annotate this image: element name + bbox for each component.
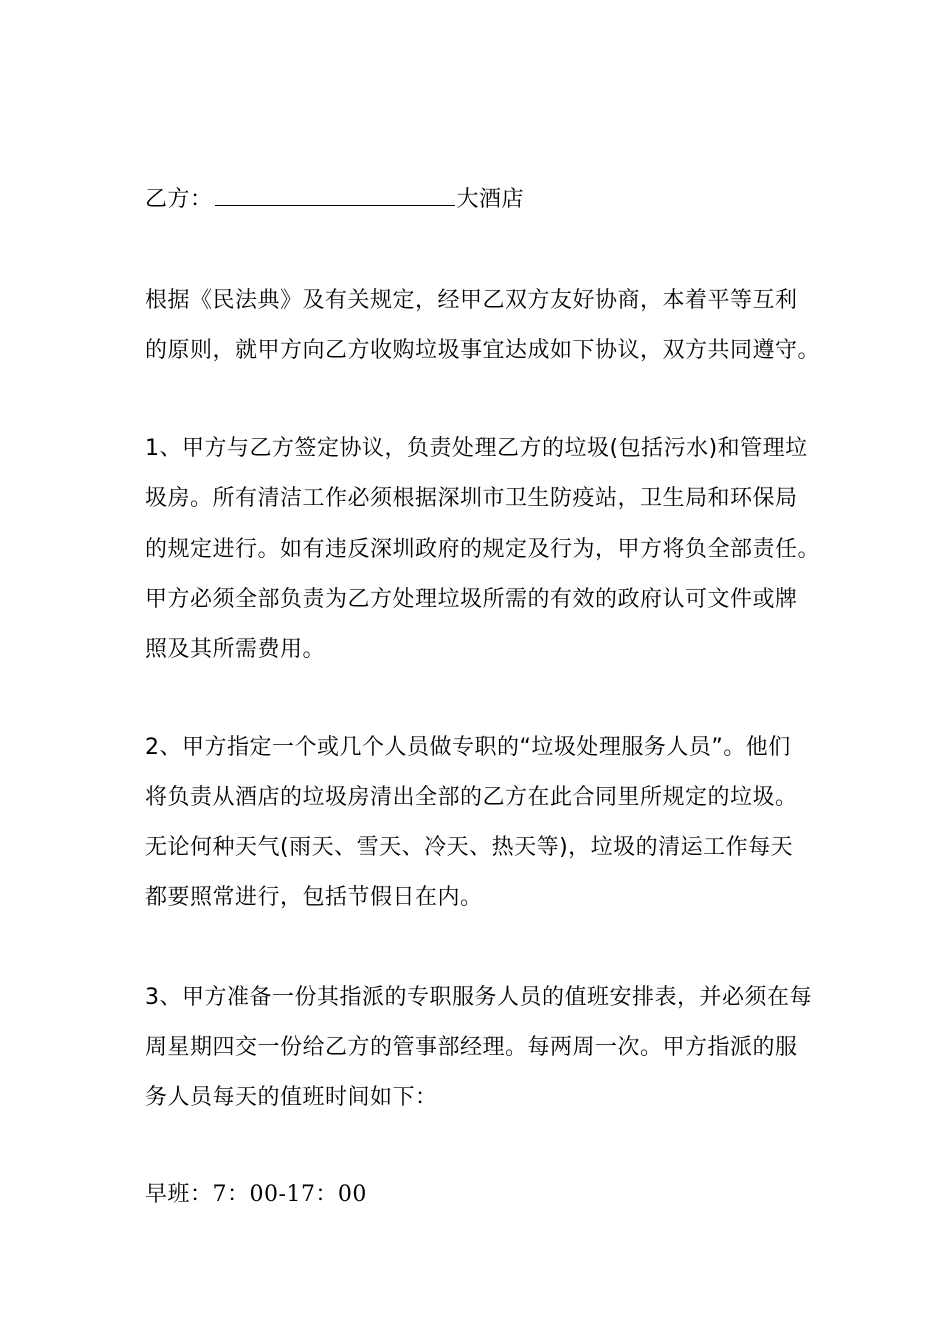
clause1-line-2: 圾房。所有清洁工作必须根据深圳市卫生防疫站，卫生局和环保局 — [145, 486, 798, 511]
clause3-line-3: 务人员每天的值班时间如下： — [145, 1085, 438, 1110]
clause1-line-5: 照及其所需费用。 — [145, 637, 326, 662]
clause3-line-1: 3、甲方准备一份其指派的专职服务人员的值班安排表，并必须在每 — [145, 985, 812, 1010]
intro-line-2: 的原则，就甲方向乙方收购垃圾事宜达成如下协议，双方共同遵守。 — [145, 338, 821, 363]
clause1-line-3: 的规定进行。如有违反深圳政府的规定及行为，甲方将负全部责任。 — [145, 537, 821, 562]
clause2-line-4: 都要照常进行，包括节假日在内。 — [145, 885, 483, 910]
shift-time: 7：00-17：00 — [212, 1182, 367, 1207]
clause3-line-2: 周星期四交一份给乙方的管事部经理。每两周一次。甲方指派的服 — [145, 1035, 798, 1060]
clause2-line-3: 无论何种天气(雨天、雪天、冷天、热天等)，垃圾的清运工作每天 — [145, 835, 794, 860]
party-b-prefix: 乙方： — [145, 187, 213, 212]
shift-line — [145, 1180, 367, 1210]
party-b-line — [145, 185, 524, 215]
shift-label: 早班： — [145, 1182, 213, 1207]
intro-line-1: 根据《民法典》及有关规定，经甲乙双方友好协商，本着平等互利 — [145, 288, 798, 313]
party-b-suffix: 大酒店 — [456, 187, 525, 212]
clause1-line-1: 1、甲方与乙方签定协议，负责处理乙方的垃圾(包括污水)和管理垃 — [145, 436, 808, 461]
clause2-line-2: 将负责从酒店的垃圾房清出全部的乙方在此合同里所规定的垃圾。 — [145, 785, 798, 810]
clause2-line-1: 2、甲方指定一个或几个人员做专职的“垃圾处理服务人员”。他们 — [145, 735, 791, 760]
clause1-line-4: 甲方必须全部负责为乙方处理垃圾所需的有效的政府认可文件或牌 — [145, 587, 798, 612]
party-b-blank — [215, 185, 455, 206]
